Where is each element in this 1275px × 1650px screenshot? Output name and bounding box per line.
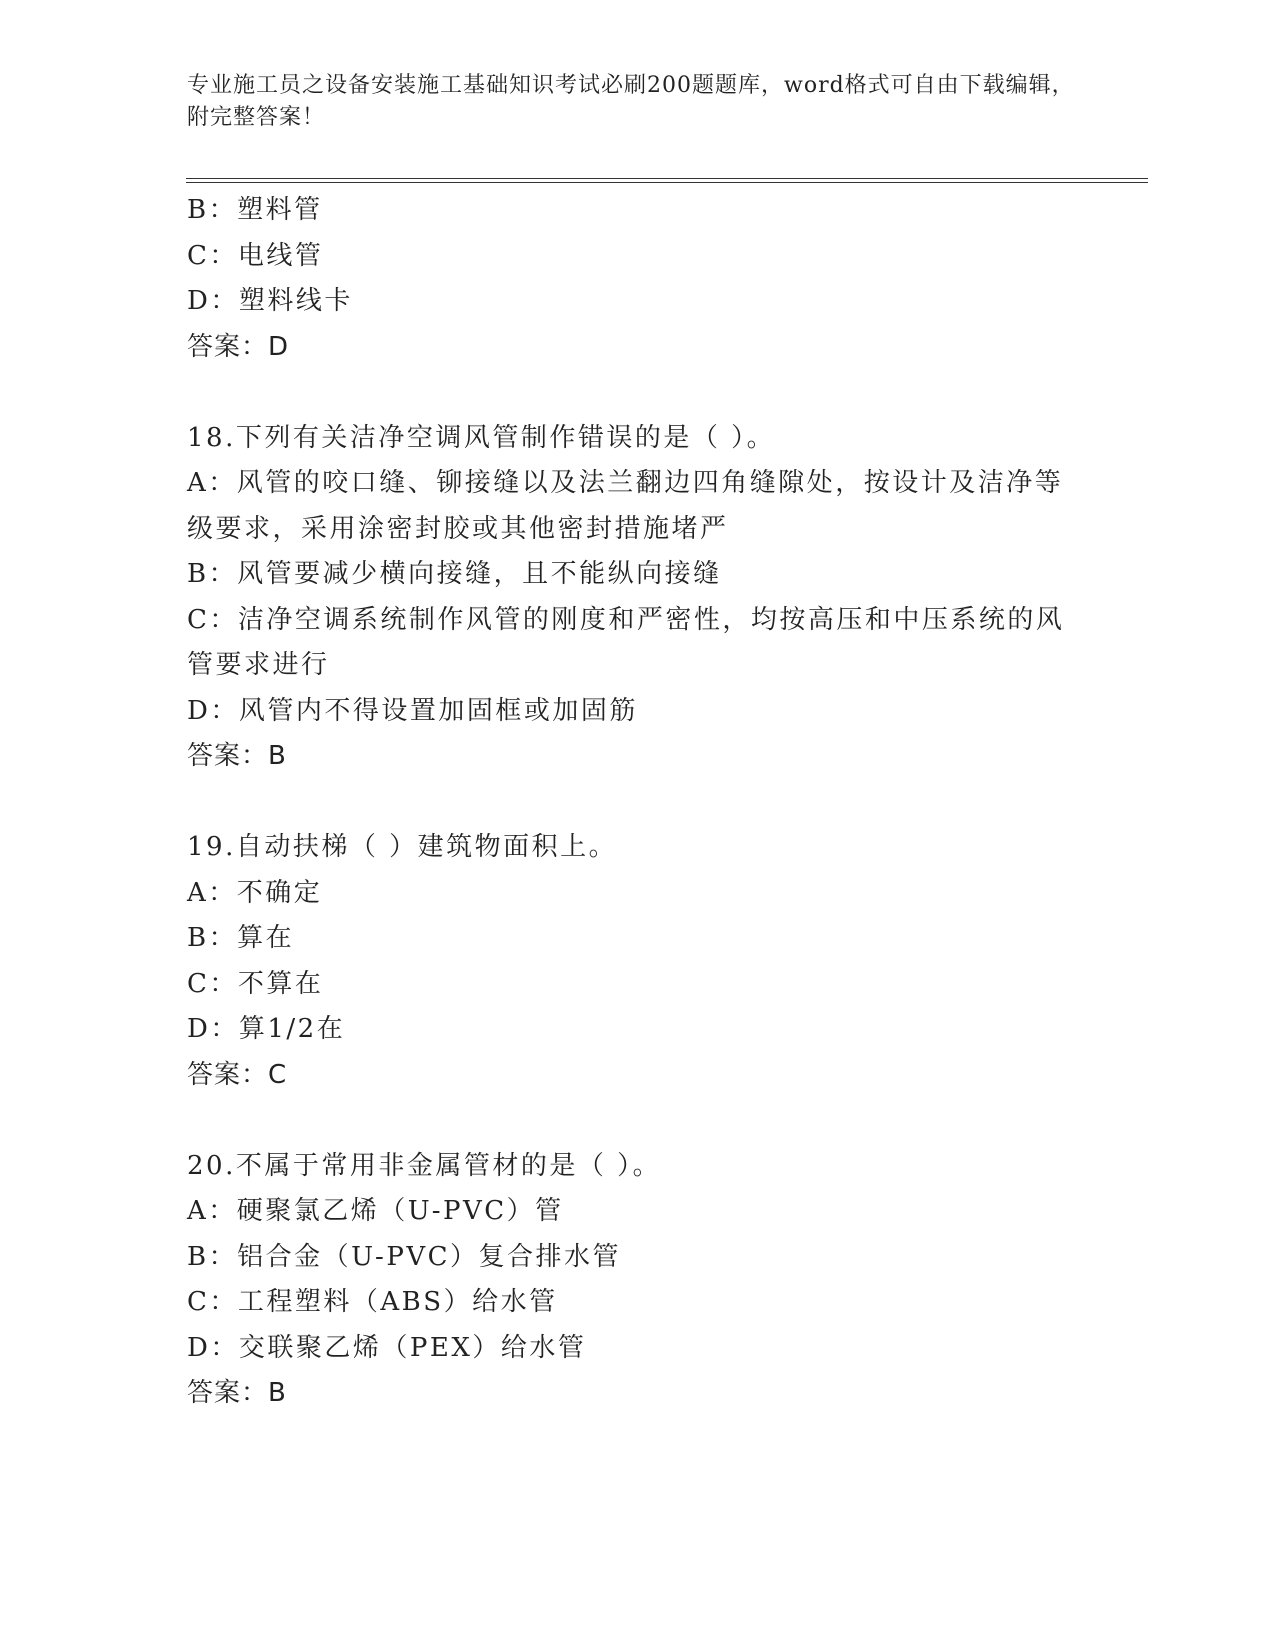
document-header xyxy=(187,70,1087,134)
document-body xyxy=(187,188,1087,1417)
answer-line: 答案：C xyxy=(187,1059,288,1090)
question-block-17 xyxy=(187,188,1087,370)
answer-line: 答案：B xyxy=(187,1378,287,1408)
question-text: 20.不属于常用非金属管材的是（ ）。 xyxy=(187,1150,662,1181)
option-d: D：算1/2在 xyxy=(187,1014,346,1044)
answer-line: 答案：B xyxy=(187,741,287,771)
question-text: 18.下列有关洁净空调风管制作错误的是（ ）。 xyxy=(187,422,776,453)
option-a: A：不确定 xyxy=(187,877,323,908)
option-b: B：铝合金（U-PVC）复合排水管 xyxy=(187,1241,622,1272)
question-block-18 xyxy=(187,416,1087,780)
option-c: C：工程塑料（ABS）给水管 xyxy=(187,1287,558,1317)
option-b: B：风管要减少横向接缝，且不能纵向接缝 xyxy=(187,559,722,589)
question-block-19 xyxy=(187,825,1087,1098)
option-c: C：电线管 xyxy=(187,240,324,271)
spacer xyxy=(187,780,1087,826)
spacer xyxy=(187,370,1087,416)
option-c: C：洁净空调系统制作风管的刚度和严密性，均按高压和中压系统的风 xyxy=(187,604,1065,635)
header-rule-top xyxy=(186,178,1148,179)
option-d: D：塑料线卡 xyxy=(187,286,353,316)
question-text: 19.自动扶梯（ ）建筑物面积上。 xyxy=(187,832,618,862)
question-block-20 xyxy=(187,1144,1087,1417)
option-a-continued: 级要求，采用涂密封胶或其他密封措施堵严 xyxy=(187,513,729,544)
option-d: D：风管内不得设置加固框或加固筋 xyxy=(187,695,638,726)
option-a: A：风管的咬口缝、铆接缝以及法兰翻边四角缝隙处，按设计及洁净等 xyxy=(187,468,1064,498)
header-text: 专业施工员之设备安装施工基础知识考试必刷200题题库，word格式可自由下载编辑，附完整答案！ xyxy=(187,73,1075,130)
header-rule-bottom xyxy=(186,182,1148,183)
option-c: C：不算在 xyxy=(187,968,324,999)
option-c-continued: 管要求进行 xyxy=(187,650,330,680)
option-a: A：硬聚氯乙烯（U-PVC）管 xyxy=(187,1196,564,1226)
option-b: B：塑料管 xyxy=(187,195,323,225)
option-d: D：交联聚乙烯（PEX）给水管 xyxy=(187,1332,587,1363)
option-b: B：算在 xyxy=(187,923,295,953)
spacer xyxy=(187,1098,1087,1144)
answer-line: 答案：D xyxy=(187,331,290,362)
